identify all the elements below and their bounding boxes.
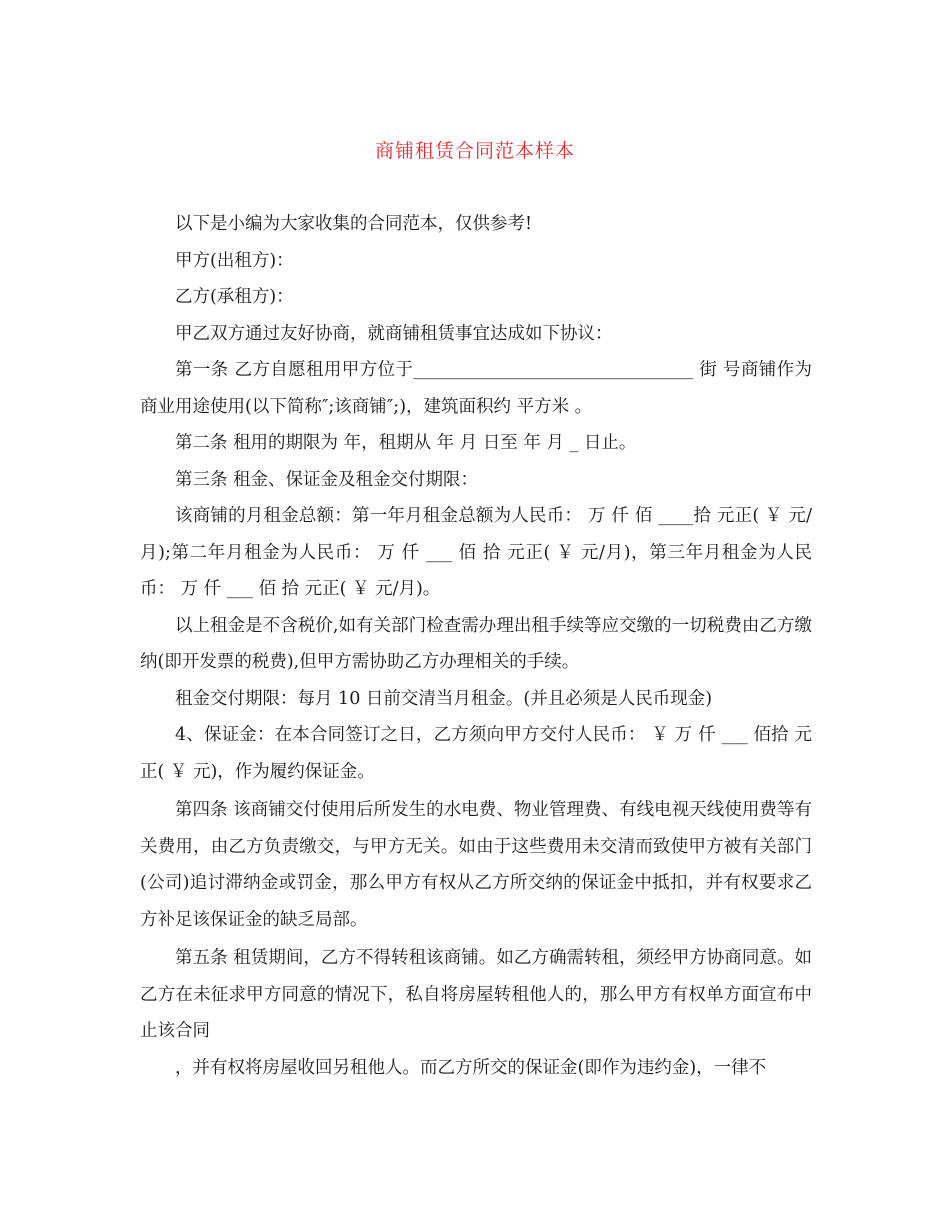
paragraph-intro: 以下是小编为大家收集的合同范本，仅供参考! [175, 214, 533, 234]
paragraph-article-4: 第四条 该商铺交付使用后所发生的水电费、物业管理费、有线电视天线使用费等有关费用，由乙方负责缴交，与甲方无关。如由于这些费用未交清而致使甲方被有关部门(公司)追讨滞纳金或罚金，那么甲方有权从乙方所交纳的保证金中抵扣，并有权要求乙方补足该保证金的缺乏局部。 [140, 800, 812, 930]
paragraph-payment-term: 租金交付期限：每月 10 日前交清当月租金。(并且必须是人民币现金) [175, 688, 713, 709]
paragraph-article-2: 第二条 租用的期限为 年，租期从 年 月 日至 年 月 _ 日止。 [175, 433, 637, 453]
document-body [140, 206, 812, 1086]
paragraph-continuation: ，并有权将房屋收回另租他人。而乙方所交的保证金(即作为违约金)，一律不 [175, 1057, 767, 1078]
paragraph-deposit: 4、保证金：在本合同签订之日，乙方须向甲方交付人民币： ￥ 万 仟 ___ 佰拾 元正( ￥ 元)，作为履约保证金。 [140, 725, 812, 782]
paragraph-article-3: 第三条 租金、保证金及租金交付期限： [175, 469, 479, 490]
document-title: 商铺租赁合同范本样本 [374, 140, 575, 162]
paragraph-agreement: 甲乙双方通过友好协商，就商铺租赁事宜达成如下协议： [175, 323, 613, 344]
paragraph-article-1: 第一条 乙方自愿租用甲方位于________________________________ 街 号商铺作为商业用途使用(以下简称″;该商铺″;)，建筑面积约 平方米 。 [140, 360, 812, 417]
paragraph-party-a: 甲方(出租方)： [175, 250, 294, 271]
paragraph-tax: 以上租金是不含税价,如有关部门检查需办理出租手续等应交缴的一切税费由乙方缴纳(即开发票的税费),但甲方需协助乙方办理相关的手续。 [140, 615, 812, 672]
paragraph-article-5: 第五条 租赁期间，乙方不得转租该商铺。如乙方确需转租，须经甲方协商同意。如乙方在未征求甲方同意的情况下，私自将房屋转租他人的，那么甲方有权单方面宣布中止该合同 [140, 948, 812, 1041]
paragraph-rent-amount: 该商铺的月租金总额：第一年月租金总额为人民币： 万 仟 佰 ____拾 元正( ￥ 元/月);第二年月租金为人民币： 万 仟 ___ 佰 拾 元正( ￥ 元/月)，第三年月租金为人民币： 万 仟 ___ 佰 拾 元正( ￥ 元/月)。 [140, 506, 812, 599]
paragraph-party-b: 乙方(承租方)： [175, 287, 294, 307]
